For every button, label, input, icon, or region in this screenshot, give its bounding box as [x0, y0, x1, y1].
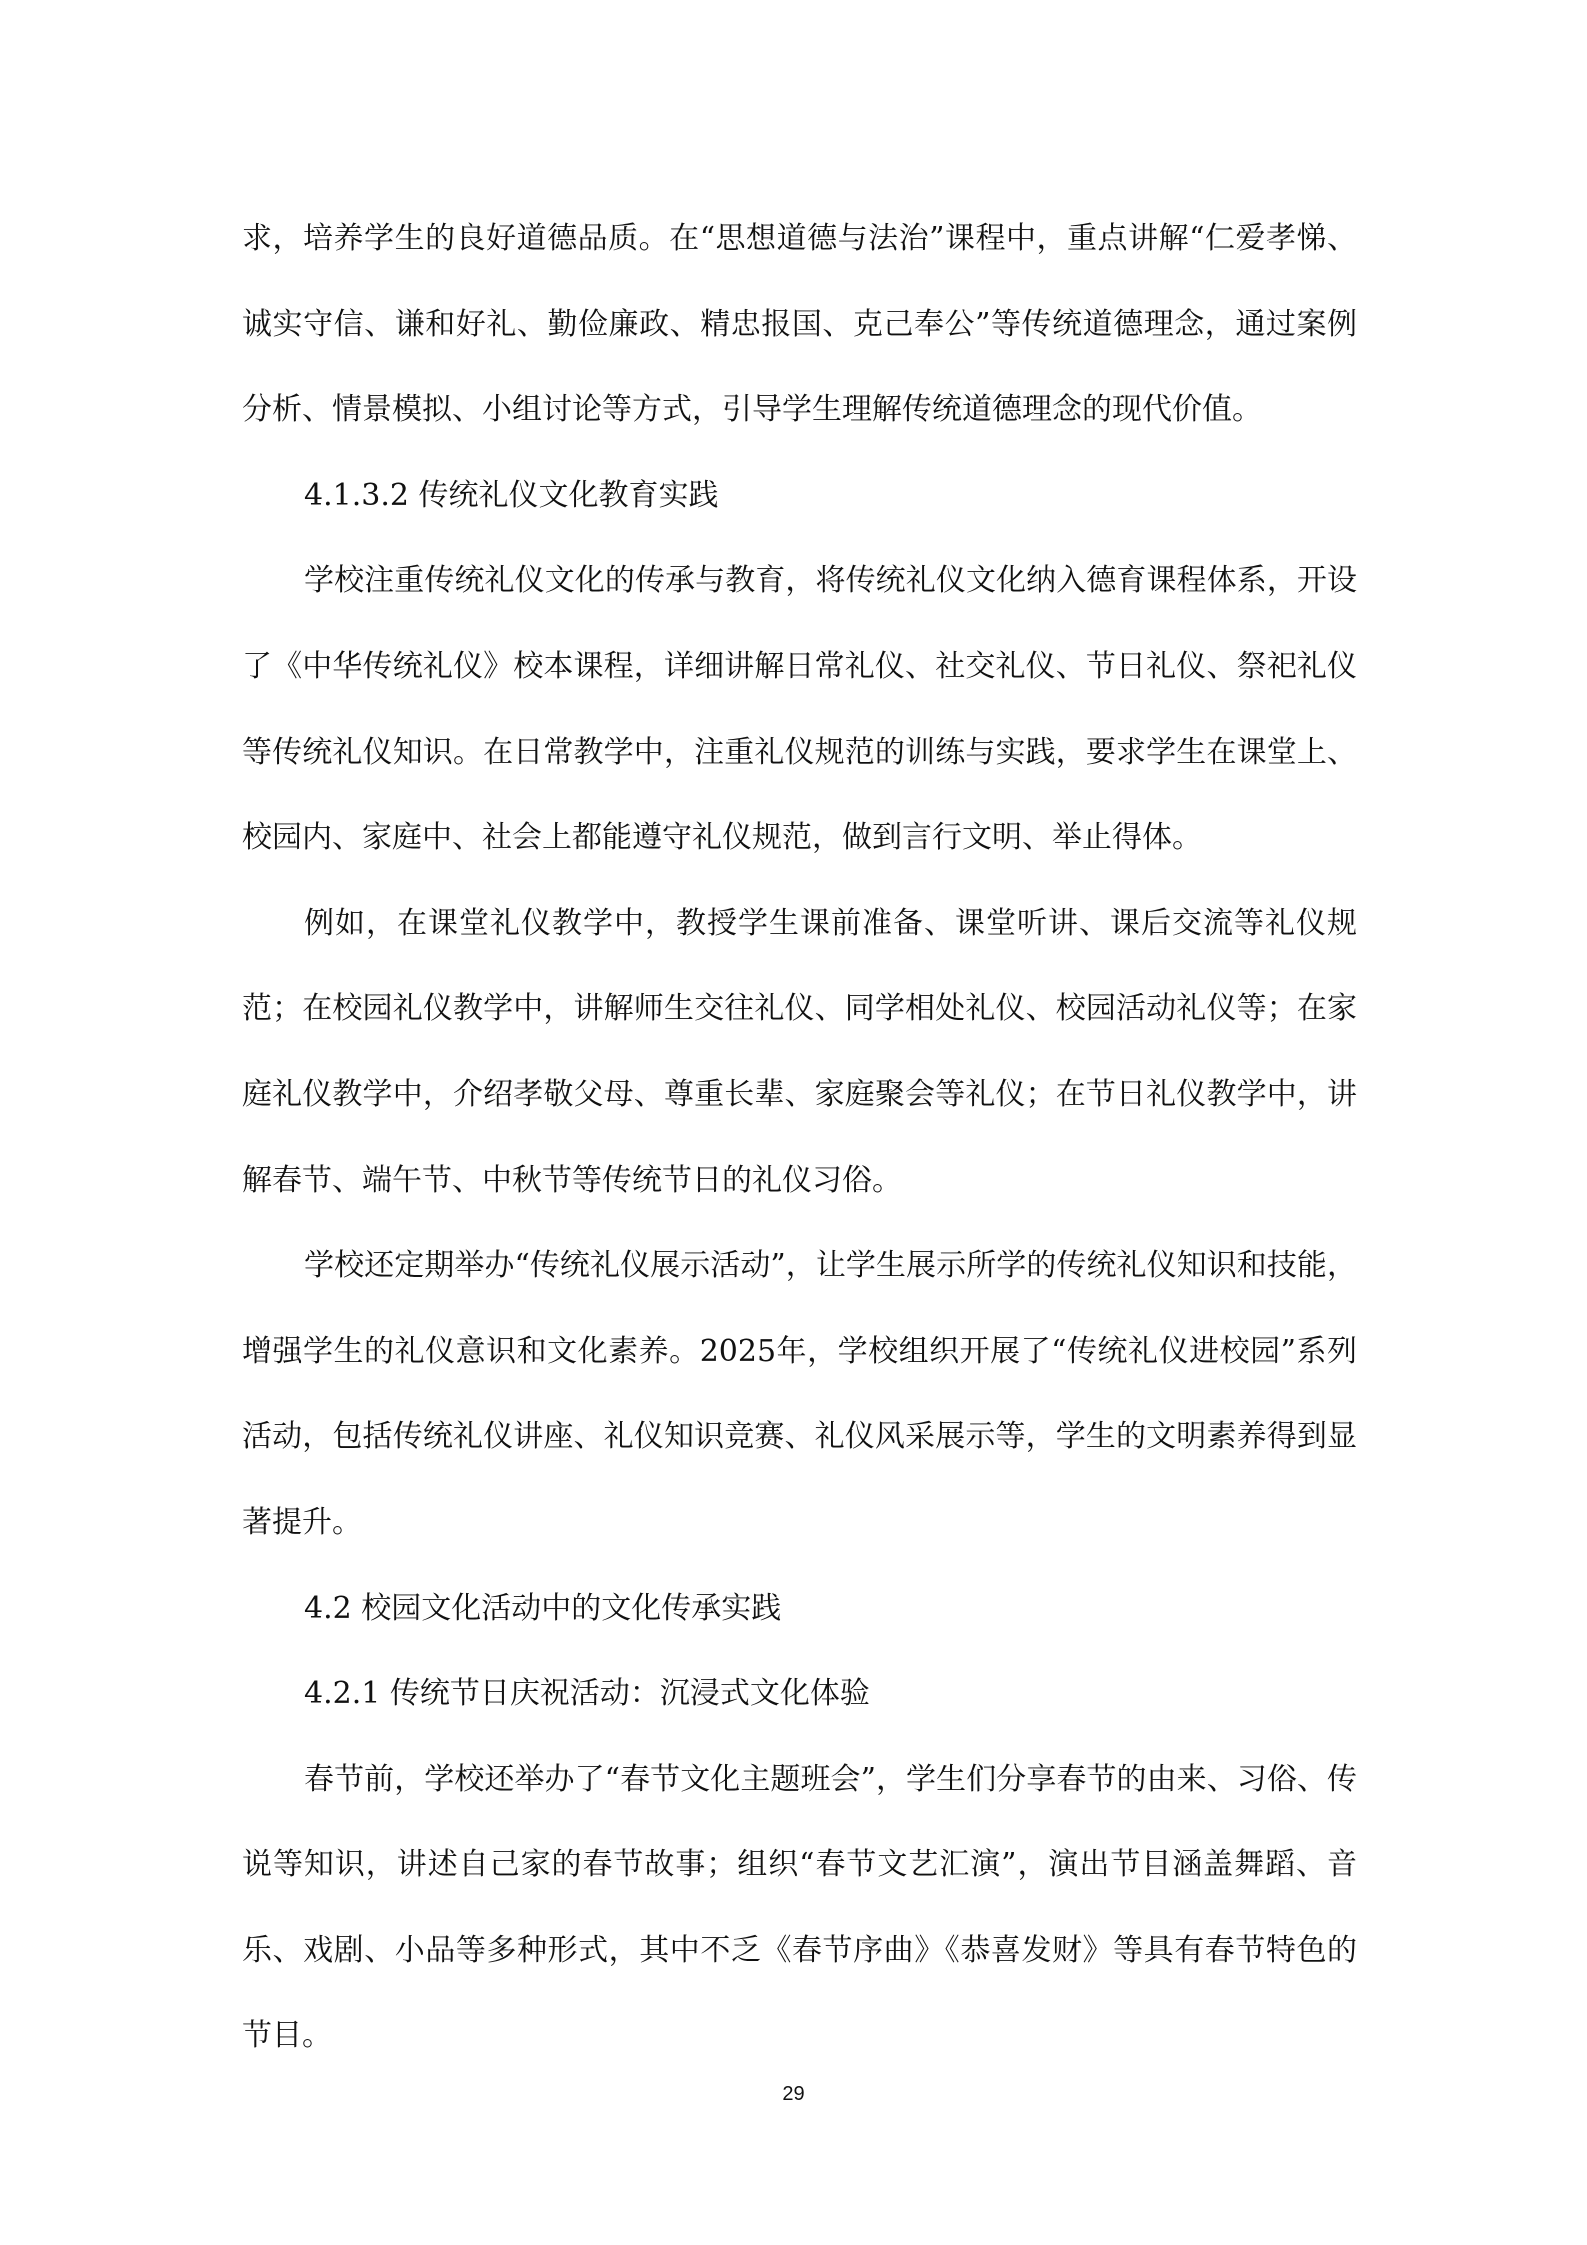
page-body [242, 196, 1357, 2079]
paragraph: 春节前，学校还举办了“春节文化主题班会”，学生们分享春节的由来、习俗、传说等知识，讲述自己家的春节故事；组织“春节文艺汇演”，演出节目涵盖舞蹈、音乐、戏剧、小品等多种形式，其中不乏《春节序曲》《恭喜发财》等具有春节特色的节目。 [242, 1761, 1357, 2054]
paragraph-continued: 求，培养学生的良好道德品质。在“思想道德与法治”课程中，重点讲解“仁爱孝悌、诚实守信、谦和好礼、勤俭廉政、精忠报国、克己奉公”等传统道德理念，通过案例分析、情景模拟、小组讨论等方式，引导学生理解传统道德理念的现代价值。 [242, 221, 1357, 428]
section-heading-4-1-3-2: 4.1.3.2 传统礼仪文化教育实践 [304, 477, 719, 513]
section-heading-4-2: 4.2 校园文化活动中的文化传承实践 [304, 1590, 782, 1626]
page-number: 29 [782, 2083, 805, 2105]
paragraph: 学校注重传统礼仪文化的传承与教育，将传统礼仪文化纳入德育课程体系，开设了《中华传统礼仪》校本课程，详细讲解日常礼仪、社交礼仪、节日礼仪、祭祀礼仪等传统礼仪知识。在日常教学中，注重礼仪规范的训练与实践，要求学生在课堂上、校园内、家庭中、社会上都能遵守礼仪规范，做到言行文明、举止得体。 [242, 563, 1357, 856]
section-heading-4-2-1: 4.2.1 传统节日庆祝活动：沉浸式文化体验 [304, 1676, 870, 1712]
paragraph: 学校还定期举办“传统礼仪展示活动”，让学生展示所学的传统礼仪知识和技能，增强学生的礼仪意识和文化素养。2025年，学校组织开展了“传统礼仪进校园”系列活动，包括传统礼仪讲座、礼仪知识竞赛、礼仪风采展示等，学生的文明素养得到显著提升。 [242, 1248, 1357, 1540]
paragraph: 例如，在课堂礼仪教学中，教授学生课前准备、课堂听讲、课后交流等礼仪规范；在校园礼仪教学中，讲解师生交往礼仪、同学相处礼仪、校园活动礼仪等；在家庭礼仪教学中，介绍孝敬父母、尊重长辈、家庭聚会等礼仪；在节日礼仪教学中，讲解春节、端午节、中秋节等传统节日的礼仪习俗。 [242, 905, 1357, 1198]
